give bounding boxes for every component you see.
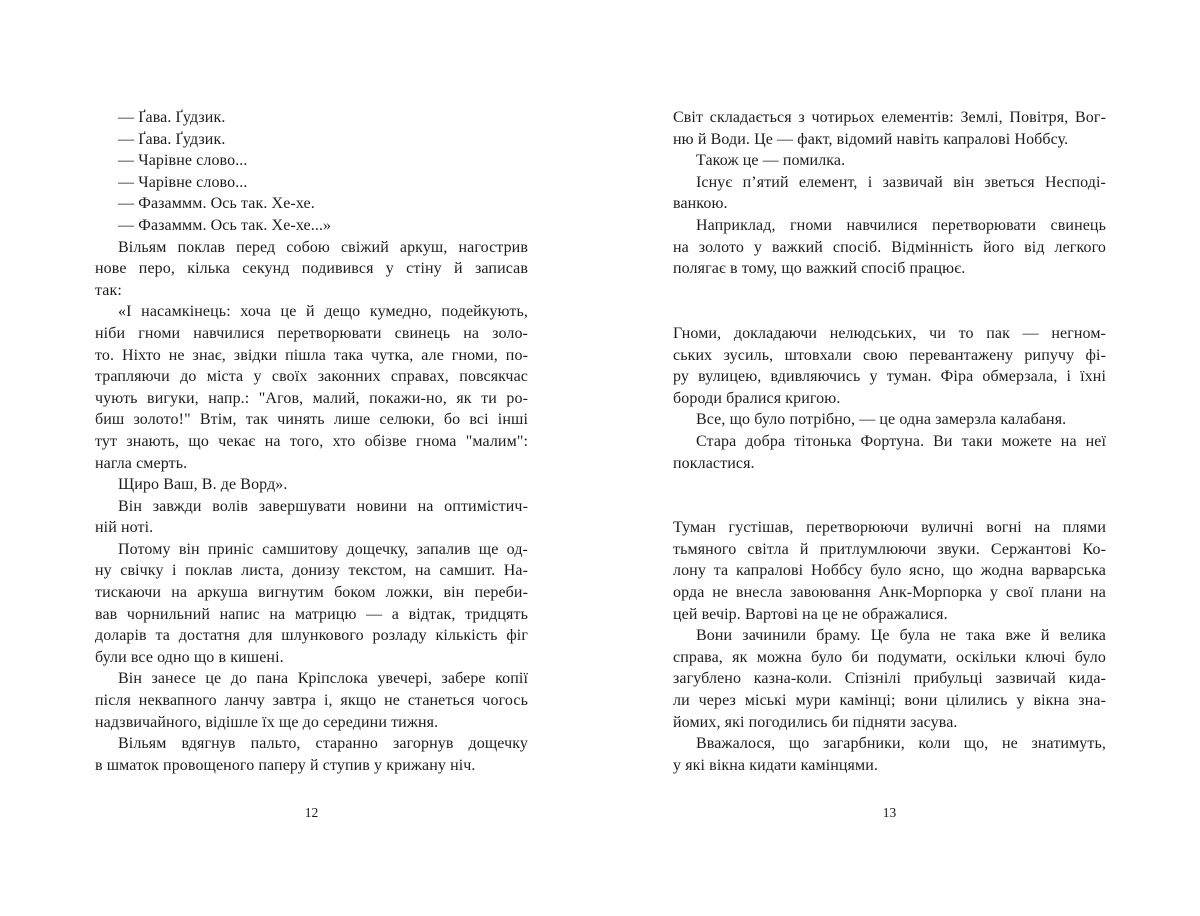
text-line: Туман густішав, перетворюючи вуличні вогні на плями xyxy=(673,519,1106,537)
text-line: ній ноті. xyxy=(95,519,154,537)
text-line: тьмяного світла й притлумлюючи звуки. Сержантові Ко- xyxy=(673,540,1106,558)
text-line: ванкою. xyxy=(673,195,728,213)
text-line: Наприклад, гноми навчилися перетворювати свинець xyxy=(696,216,1106,234)
text-line: цей вечір. Вартові на це не ображалися. xyxy=(673,605,948,623)
text-line: ню й Води. Це — факт, відомий навіть капралові Ноббсу. xyxy=(673,130,1069,148)
text-line: Щиро Ваш, В. де Ворд». xyxy=(118,476,288,494)
text-line: Світ складається з чотирьох елементів: Землі, Повітря, Вог- xyxy=(673,109,1106,126)
text-line: надзвичайного, відішле їх ще до середини тижня. xyxy=(95,713,439,731)
text-line: чують вигуки, напр.: "Агов, малий, покажи-но, як ти ро- xyxy=(95,389,528,407)
text-line: — Фазаммм. Ось так. Хе-хе. xyxy=(118,195,315,213)
text-line: полягає в тому, що важкий спосіб працює. xyxy=(673,260,966,278)
text-line: то. Ніхто не знає, звідки пішла така чутка, але гноми, по- xyxy=(95,346,528,364)
text-line: орда не внесла завоювання Анк-Морпорка у свої плани на xyxy=(673,584,1106,602)
text-line: Він занесе це до пана Кріпслока увечері, забере копії xyxy=(118,670,528,688)
text-line: трапляючи до міста у своїх законних справах, повсякчас xyxy=(95,368,528,386)
text-line: — Чарівне слово... xyxy=(118,173,248,191)
text-line: биш золото!" Втім, так чинять лише селюки, бо всі інші xyxy=(95,411,528,429)
text-line: доларів та достатня для шлункового розладу кількість фіг xyxy=(95,627,528,645)
text-line: йомих, які погодились би підняти засува. xyxy=(673,713,958,731)
text-line: тискаючи на аркуша вигнутим боком ложки, він переби- xyxy=(95,584,528,602)
text-line: ну свічку і поклав листа, донизу текстом, на самшит. На- xyxy=(95,562,528,580)
text-line: — Ґава. Ґудзик. xyxy=(118,109,226,126)
text-line: лону та капралові Ноббсу було ясно, що жодна варварська xyxy=(673,562,1106,580)
text-line: у які вікна кидати камінцями. xyxy=(673,756,879,774)
text-line: ли через міські мури камінці; вони цілились у вікна зна- xyxy=(673,692,1106,710)
text-line: ніби гноми навчилися перетворювати свинець на золо- xyxy=(95,324,528,342)
text-line: — Чарівне слово... xyxy=(118,152,248,170)
text-line: ських зусиль, штовхали свою перевантажену рипучу фі- xyxy=(673,346,1106,364)
text-line: були все одно що в кишені. xyxy=(95,648,284,666)
text-column-left xyxy=(95,107,528,776)
text-line: вав чорнильний напис на матрицю — а відтак, тридцять xyxy=(95,605,528,623)
text-line: справа, як можна було би подумати, оскільки ключі було xyxy=(673,648,1106,666)
text-line: Вільям вдягнув пальто, старанно загорнув дощечку xyxy=(118,735,528,753)
text-line: — Фазаммм. Ось так. Хе-хе...» xyxy=(118,216,332,234)
text-line: Гноми, докладаючи нелюдських, чи то пак — негном- xyxy=(673,324,1106,342)
text-line: загублено казна-коли. Спізнілі прибульці зазвичай кида- xyxy=(673,670,1106,688)
text-line: ру вулицею, вдивляючись у туман. Фіра обмерзала, і їхні xyxy=(673,368,1106,386)
text-line: Існує п’ятий елемент, і зазвичай він зветься Несподі- xyxy=(696,173,1106,191)
book-page-right xyxy=(600,0,1200,916)
text-line: Вони зачинили браму. Це була не така вже й велика xyxy=(696,627,1106,645)
text-line: так: xyxy=(95,281,122,299)
text-line: Також це — помилка. xyxy=(696,152,846,170)
text-line: покластися. xyxy=(673,454,755,472)
text-line: нове перо, кілька секунд подивився у стіну й записав xyxy=(95,260,528,278)
page-number-right: 13 xyxy=(882,805,897,820)
text-line: Вважалося, що загарбники, коли що, не знатимуть, xyxy=(696,735,1106,753)
text-line: Вільям поклав перед собою свіжий аркуш, нагострив xyxy=(118,238,528,256)
text-line: після неквапного ланчу завтра і, якщо не станеться чогось xyxy=(95,692,528,710)
text-line: Все, що було потрібно, — це одна замерзла калабаня. xyxy=(696,411,1067,429)
text-line: в шматок провощеного паперу й ступив у крижану ніч. xyxy=(95,756,476,774)
text-line: тут знають, що чекає на того, хто обізве гнома "малим": xyxy=(95,432,528,450)
text-line: на золото у важкий спосіб. Відмінність його від легкого xyxy=(673,238,1106,256)
text-column-right xyxy=(673,107,1106,776)
text-line: — Ґава. Ґудзик. xyxy=(118,130,226,148)
text-line: «І насамкінець: хоча це й дещо кумедно, подейкують, xyxy=(118,303,528,321)
text-line: Потому він приніс самшитову дощечку, запалив ще од- xyxy=(118,540,528,558)
text-line: нагла смерть. xyxy=(95,454,188,472)
text-line: Він завжди волів завершувати новини на оптимістич- xyxy=(118,497,528,515)
text-line: Стара добра тітонька Фортуна. Ви таки можете на неї xyxy=(696,432,1106,450)
text-line: бороди бралися кригою. xyxy=(673,389,841,407)
page-number-left: 12 xyxy=(304,805,319,820)
